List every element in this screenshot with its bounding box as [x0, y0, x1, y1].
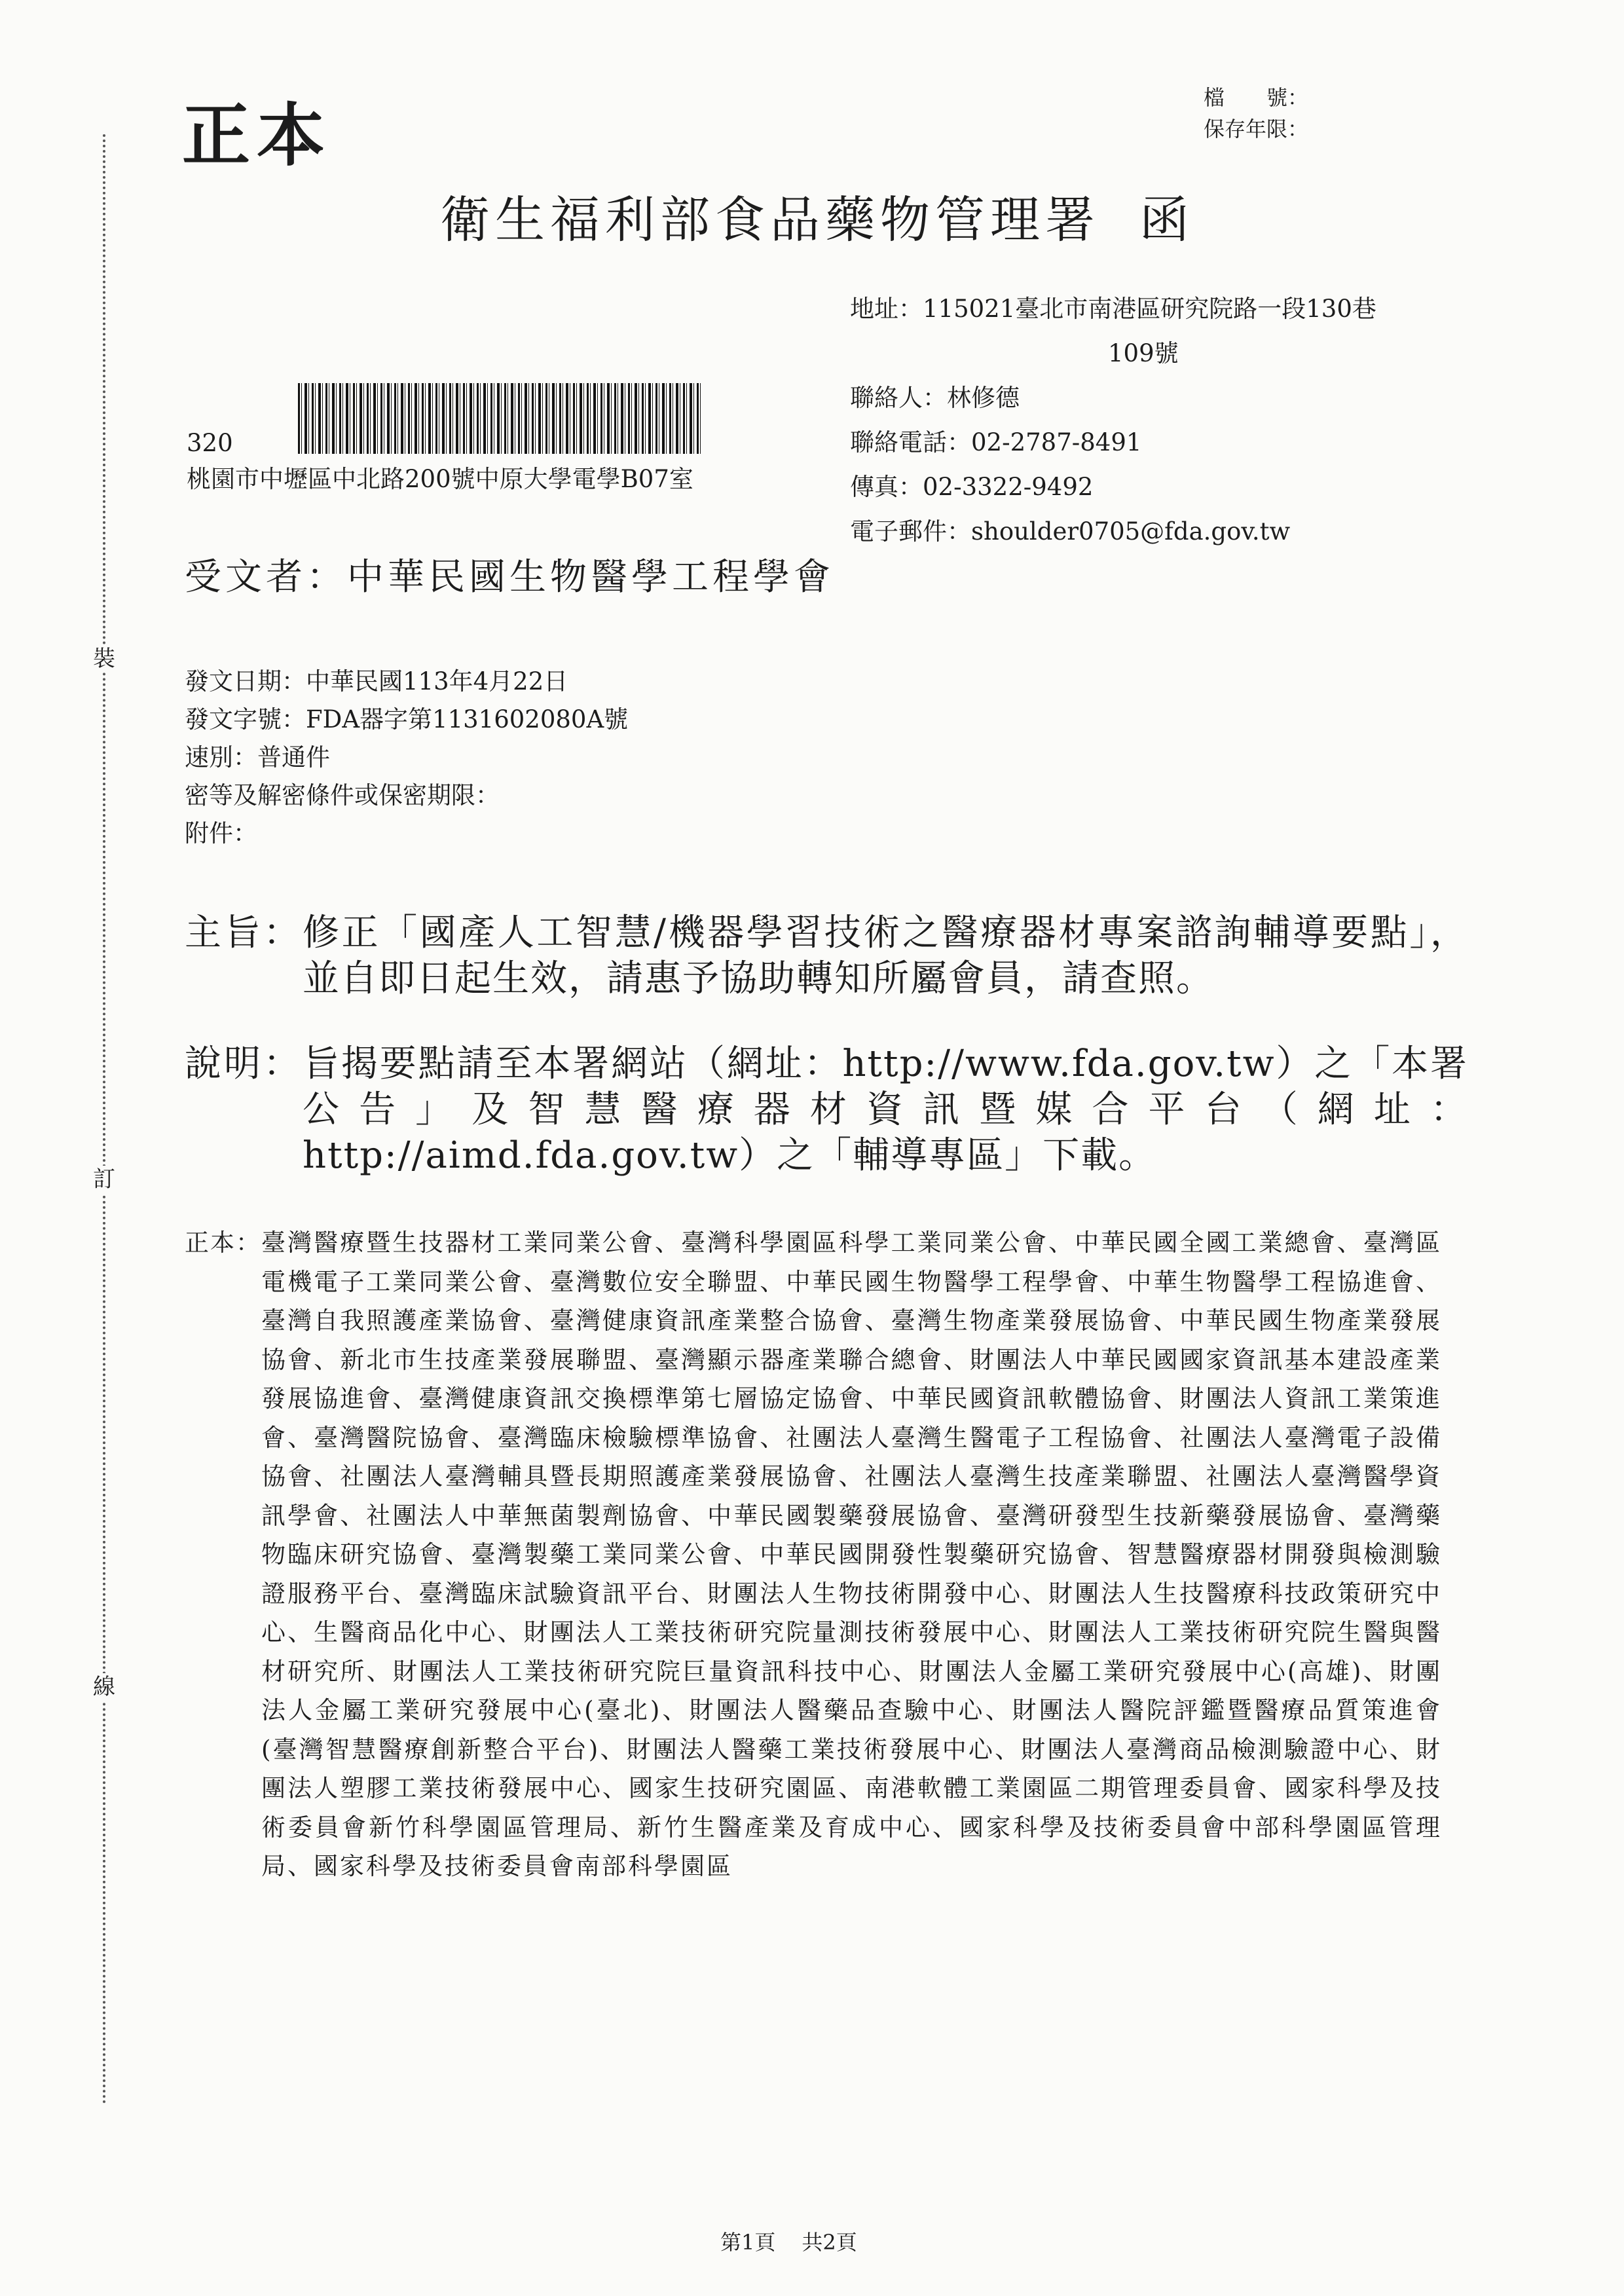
subject-text: 修正「國產人工智慧/機器學習技術之醫療器材專案諮詢輔導要點」，並自即日起生效，請惠予協助轉知所屬會員，請查照。 [303, 912, 1468, 1000]
retention-label: 保存年限： [1204, 117, 1309, 141]
recipient: 受文者：中華民國生物醫學工程學會 [185, 556, 834, 599]
page-number: 第1頁 [720, 2230, 776, 2255]
sender-address: 地址：115021臺北市南港區研究院路一段130巷 [850, 295, 1376, 323]
file-number-label: 檔 號： [1204, 85, 1309, 110]
binding-char-zhuang: 裝 [90, 645, 118, 673]
sender-phone: 聯絡電話：02-2787-8491 [850, 428, 1142, 456]
document-number: 發文字號：FDA器字第1131602080A號 [185, 705, 629, 733]
issue-date: 發文日期：中華民國113年4月22日 [185, 667, 568, 695]
sender-email: 電子郵件：shoulder0705@fda.gov.tw [850, 517, 1291, 546]
document-meta [185, 663, 628, 853]
subject-label: 主旨： [185, 912, 303, 954]
sender-fax: 傳真：02-3322-9492 [850, 473, 1094, 501]
postcode: 320 [187, 429, 233, 457]
distribution-label: 正本： [185, 1229, 261, 1257]
subject-section [185, 910, 1468, 1002]
original-copy-stamp: 正本 [182, 95, 332, 176]
attachments: 附件： [185, 819, 257, 847]
doc-kind: 函 [1139, 191, 1194, 249]
explanation-text: 旨揭要點請至本署網站（網址：http://www.fda.gov.tw）之「本署公告」及智慧醫療器材資訊暨媒合平台（網址：http://aimd.fda.gov.tw）之「輔導專區」下載。 [303, 1043, 1468, 1177]
agency-title [440, 190, 1194, 250]
distribution-section [185, 1223, 1442, 1886]
distribution-list: 臺灣醫療暨生技器材工業同業公會、臺灣科學園區科學工業同業公會、中華民國全國工業總會、臺灣區電機電子工業同業公會、臺灣數位安全聯盟、中華民國生物醫學工程學會、中華生物醫學工程協進會、臺灣自我照護產業協會、臺灣健康資訊產業整合協會、臺灣生物產業發展協會、中華民國生物產業發展協會、新北市生技產業發展聯盟、臺灣顯示器產業聯合總會、財團法人中華民國國家資訊基本建設產業發展協進會、臺灣健康資訊交換標準第七層協定協會、中華民國資訊軟體協會、財團法人資訊工業策進會、臺灣醫院協會、臺灣臨床檢驗標準協會、社團法人臺灣生醫電子工程協會、社團法人臺灣電子設備協會、社團法人臺灣輔具暨長期照護產業發展協會、社團法人臺灣生技產業聯盟、社團法人臺灣醫學資訊學會、社團法人中華無菌製劑協會、中華民國製藥發展協會、臺灣研發型生技新藥發展協會、臺灣藥物臨床研究協會、臺灣製藥工業同業公會、中華民國開發性製藥研究協會、智慧醫療器材開發與檢測驗證服務平台、臺灣臨床試驗資訊平台、財團法人生物技術開發中心、財團法人生技醫療科技政策研究中心、生醫商品化中心、財團法人工業技術研究院量測技術發展中心、財團法人工業技術研究院生醫與醫材研究所、財團法人工業技術研究院巨量資訊科技中心、財團法人金屬工業研究發展中心(高雄)、財團法人金屬工業研究發展中心(臺北)、財團法人醫藥品查驗中心、財團法人醫院評鑑暨醫療品質策進會(臺灣智慧醫療創新整合平台)、財團法人醫藥工業技術發展中心、財團法人臺灣商品檢測驗證中心、財團法人塑膠工業技術發展中心、國家生技研究園區、南港軟體工業園區二期管理委員會、國家科學及技術委員會新竹科學園區管理局、新竹生醫產業及育成中心、國家科學及技術委員會中部科學園區管理局、國家科學及技術委員會南部科學園區 [261, 1229, 1442, 1880]
barcode [298, 383, 701, 454]
sender-contact: 聯絡人：林修德 [850, 384, 1020, 412]
security-level: 密等及解密條件或保密期限： [185, 781, 500, 809]
page-total: 共2頁 [802, 2230, 857, 2255]
delivery-speed: 速別：普通件 [185, 743, 330, 771]
sender-address-cont: 109號 [1108, 339, 1179, 367]
binding-char-ding: 訂 [90, 1166, 118, 1193]
sender-info [850, 287, 1376, 554]
binding-char-xian: 線 [90, 1673, 118, 1701]
file-meta [1204, 82, 1308, 145]
explanation-label: 說明： [185, 1043, 303, 1085]
page-footer [720, 2230, 857, 2255]
agency-name: 衛生福利部食品藥物管理署 [440, 191, 1100, 249]
explanation-section [185, 1041, 1468, 1179]
mailing-address: 桃園市中壢區中北路200號中原大學電學B07室 [187, 465, 693, 493]
binding-line [103, 134, 105, 2105]
